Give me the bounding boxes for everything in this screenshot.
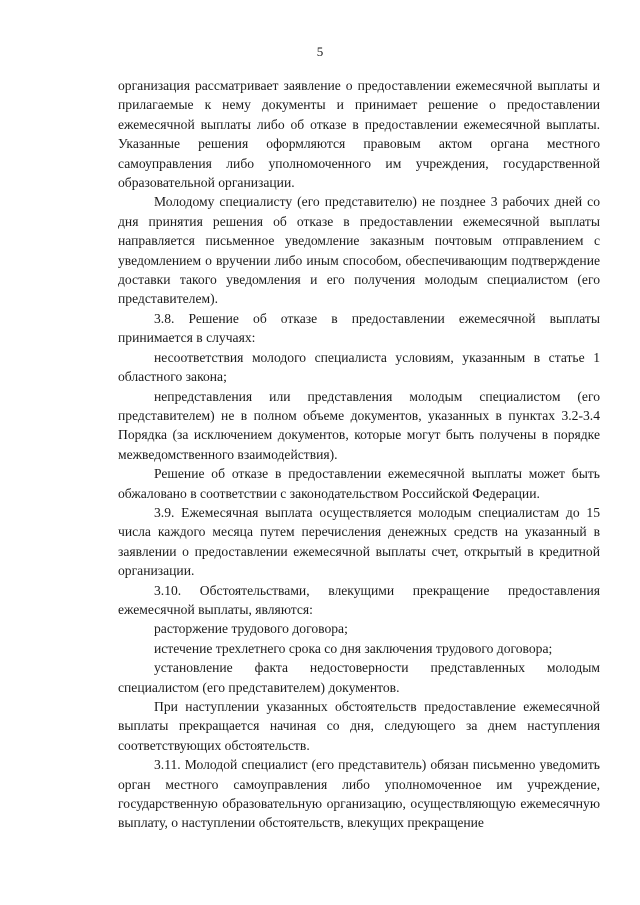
document-body bbox=[118, 76, 600, 833]
paragraph-3-10-item-1: расторжение трудового договора; bbox=[154, 621, 348, 637]
paragraph-3-11: 3.11. Молодой специалист (его представитель) обязан письменно уведомить орган местного самоуправления либо уполномоченное им учреждение, государственную образовательную организацию, осуществляющую ежемесячную выплату, о наступлении обстоятельств, влекущих прекращение bbox=[118, 757, 600, 831]
paragraph-3-8-case-1: несоответствия молодого специалиста условиям, указанным в статье 1 областного закона; bbox=[118, 349, 600, 385]
paragraph-3-10-heading: 3.10. Обстоятельствами, влекущими прекращение предоставления ежемесячной выплаты, являются: bbox=[118, 582, 600, 617]
paragraph-3-8-case-2: непредставления или представления молодым специалистом (его представителем) не в полном объеме документов, указанных в пунктах 3.2-3.4 Порядка (за исключением документов, которые могут быть получены в порядке межведомственного взаимодействия). bbox=[118, 388, 600, 462]
paragraph-refusal-notification: Молодому специалисту (его представителю) не позднее 3 рабочих дней со дня принятия решения об отказе в предоставлении ежемесячной выплаты направляется письменное уведомление заказным почтовым отправлением с уведомлением о вручении либо иным способом, обеспечивающим подтверждение доставки такого уведомления и его получения молодым специалистом (его представителем). bbox=[118, 194, 600, 307]
paragraph-3-8-heading: 3.8. Решение об отказе в предоставлении ежемесячной выплаты принимается в случаях: bbox=[118, 310, 600, 346]
paragraph-decision-procedure: организация рассматривает заявление о предоставлении ежемесячной выплаты и прилагаемые к нему документы и принимает решение о предоставлении ежемесячной выплаты либо об отказе в предоставлении ежемесячной выплаты. Указанные решения оформляются правовым актом органа местного самоуправления либо уполномоченного им учреждения, государственной образовательной организации. bbox=[118, 78, 600, 191]
paragraph-3-9: 3.9. Ежемесячная выплата осуществляется молодым специалистам до 15 числа каждого месяца путем перечисления денежных средств на указанный в заявлении о предоставлении ежемесячной выплаты счет, открытый в кредитной организации. bbox=[118, 504, 600, 579]
paragraph-termination: При наступлении указанных обстоятельств предоставление ежемесячной выплаты прекращается начиная со дня, следующего за днем наступления соответствующих обстоятельств. bbox=[118, 699, 600, 753]
paragraph-3-10-item-3: установление факта недостоверности представленных молодым специалистом (его представителем) документов. bbox=[118, 660, 600, 695]
paragraph-appeal: Решение об отказе в предоставлении ежемесячной выплаты может быть обжаловано в соответствии с законодательством Российской Федерации. bbox=[118, 466, 600, 501]
page-number: 5 bbox=[316, 44, 324, 59]
paragraph-3-10-item-2: истечение трехлетнего срока со дня заключения трудового договора; bbox=[154, 640, 553, 656]
